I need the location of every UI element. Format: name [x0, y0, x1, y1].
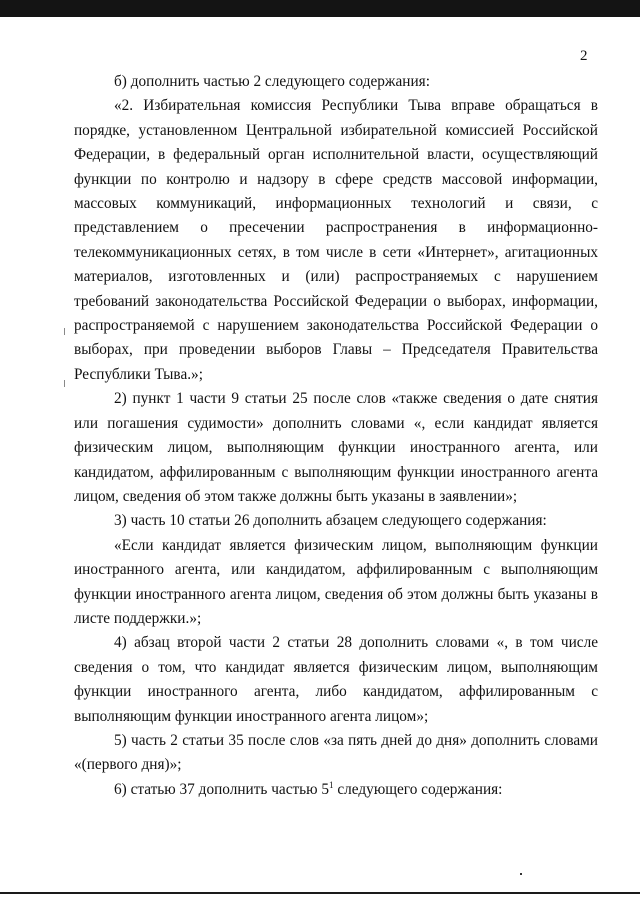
paragraph-amendment-6 [74, 778, 598, 802]
paragraph-amendment-b: б) дополнить частью 2 следующего содержания: [114, 73, 430, 90]
document-body [74, 70, 598, 802]
paragraph-quoted-part-2: «2. Избирательная комиссия Республики Тыва вправе обращаться в порядке, установленном Центральной избирательной комиссией Российской Федерации, в федеральный орган исполнительной власти, осуществляющий функции по контролю и надзору в сфере средств массовой информации, массовых коммуникаций, информационных технологий и связи, с представлением о пресечении распространения в информационно-телекоммуникационных сетях, в том числе в сети «Интернет», агитационных материалов, изготовленных и (или) распространяемых с нарушением требований законодательства Российской Федерации о выборах, информации, распространяемой с нарушением законодательства Российской Федерации о выборах, при проведении выборов Главы – Председателя Правительства Республики Тыва.»; [74, 97, 598, 383]
superscript-index: 1 [329, 779, 334, 790]
paragraph-amendment-6-end: следующего содержания: [333, 780, 503, 798]
paragraph-amendment-4: 4) абзац второй части 2 статьи 28 дополнить словами «, в том числе сведения о том, что кандидат является физическим лицом, выполняющим функции иностранного агента, либо кандидатом, аффилированным с выполняющим функции иностранного агента лицом»; [74, 634, 598, 725]
scan-bottom-border [0, 892, 640, 894]
paragraph-amendment-3: 3) часть 10 статьи 26 дополнить абзацем следующего содержания: [114, 512, 547, 530]
scan-speck [520, 873, 522, 875]
paragraph-amendment-6-start: 6) статью 37 дополнить частью 5 [114, 780, 330, 798]
scan-top-border [0, 0, 640, 17]
scan-margin-mark [64, 328, 65, 335]
scan-margin-mark [64, 380, 65, 387]
page-number: 2 [580, 48, 588, 64]
paragraph-quoted-insert: «Если кандидат является физическим лицом, выполняющим функции иностранного агента, или кандидатом, аффилированным с выполняющим функции иностранного агента лицом, сведения об этом должны быть указаны в листе поддержки.»; [74, 536, 598, 627]
paragraph-amendment-5: 5) часть 2 статьи 35 после слов «за пять дней до дня» дополнить словами «(первого дня)»; [74, 731, 598, 774]
paragraph-amendment-2: 2) пункт 1 части 9 статьи 25 после слов «также сведения о дате снятия или погашения судимости» дополнить словами «, если кандидат является физическим лицом, выполняющим функции иностранного агента, или кандидатом, аффилированным с выполняющим функции иностранного агента лицом, сведения об этом также должны быть указаны в заявлении»; [74, 390, 598, 505]
